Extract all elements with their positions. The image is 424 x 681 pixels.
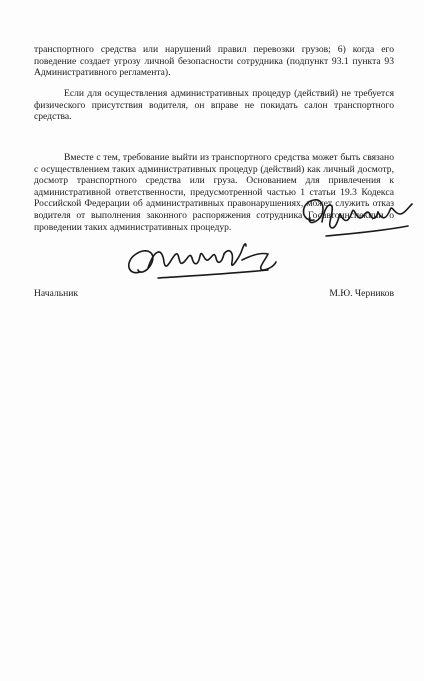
handwritten-signature-main bbox=[118, 232, 288, 290]
paragraph-text: Вместе с тем, требование выйти из транспортного средства может быть связано с осуществлением таких административных процедур (действий) как личный досмотр, досмотр транспортного средства или груза. Основанием для привлечения к административной ответственности, предусмотренной частью 1 статьи 19.3 Кодекса Российской Федерации об административных правонарушениях, может служить отказ водителя от выполнения законного распоряжения сотрудника Госавтоинспекции о проведении таких административных процедур. bbox=[34, 152, 394, 233]
paragraph-2 bbox=[34, 88, 394, 129]
paragraph-1 bbox=[34, 44, 394, 85]
paragraph-3 bbox=[34, 152, 394, 239]
signer-title: Начальник bbox=[34, 288, 79, 299]
signer-name: М.Ю. Черников bbox=[329, 288, 394, 299]
paragraph-text: Если для осуществления административных процедур (действий) не требуется физического присутствия водителя, он вправе не покидать салон транспортного средства. bbox=[34, 88, 394, 123]
paragraph-text: транспортного средства или нарушений правил перевозки грузов; 6) когда его поведение создает угрозу личной безопасности сотрудника (подпункт 93.1 пункта 93 Административного регламента). bbox=[34, 44, 394, 79]
